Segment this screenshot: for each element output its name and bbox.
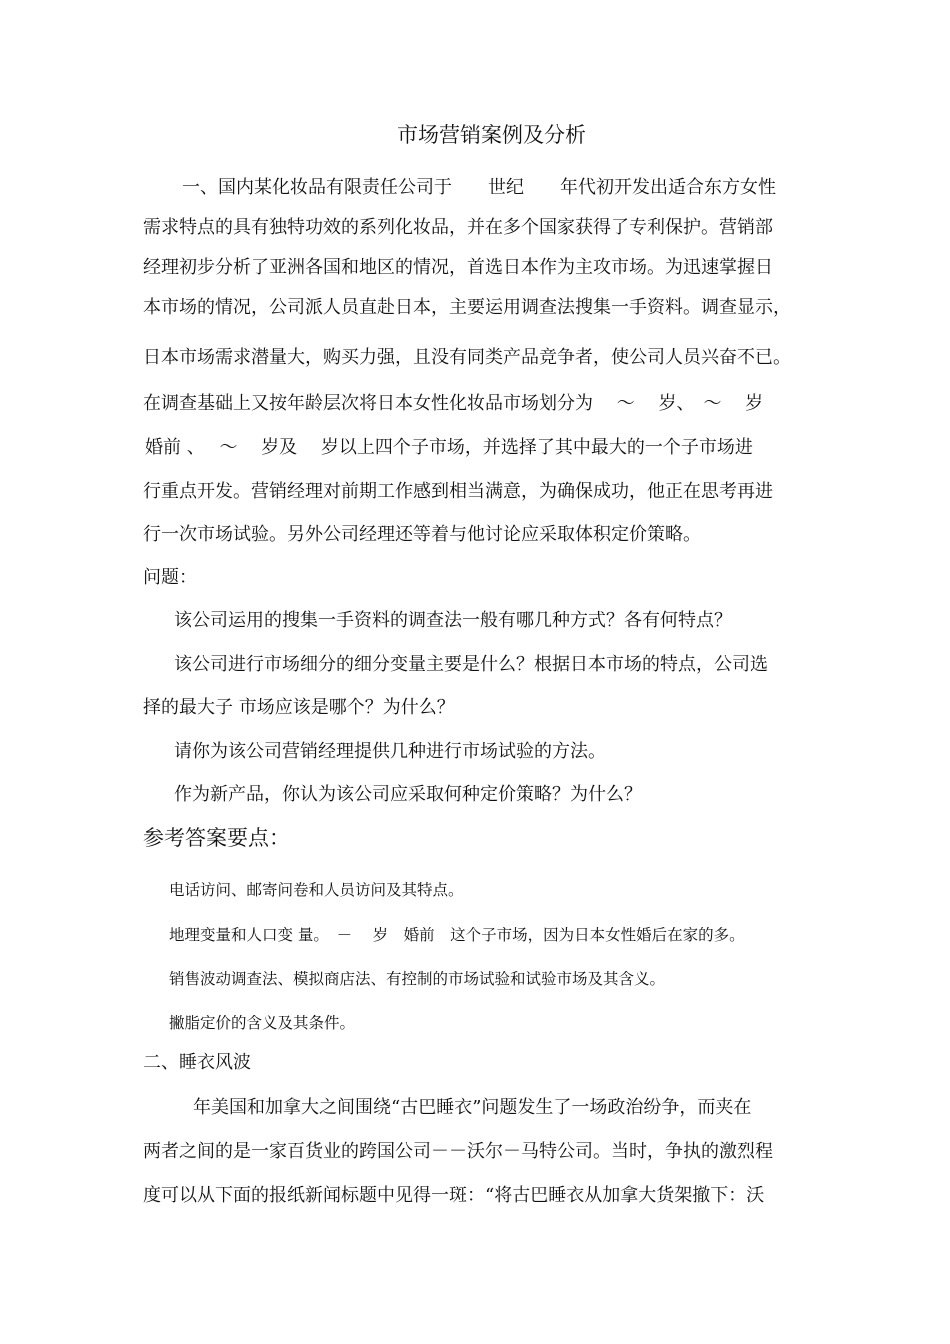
case2-line: 年美国和加拿大之间围绕“古巴睡衣”问题发生了一场政治纷争，而夹在 — [193, 1097, 752, 1118]
case1-line: 经理初步分析了亚洲各国和地区的情况，首选日本作为主攻市场。为迅速掌握日 — [143, 257, 773, 278]
case1-line: 在调查基础上又按年龄层次将日本女性化妆品市场划分为 ～ 岁、 ～ 岁 — [143, 393, 764, 414]
case2-heading: 二、睡衣风波 — [143, 1052, 251, 1073]
case1-line: 一、国内某化妆品有限责任公司于 世纪 年代初开发出适合东方女性 — [182, 177, 776, 198]
case1-line: 需求特点的具有独特功效的系列化妆品，并在多个国家获得了专利保护。营销部 — [143, 217, 773, 238]
case2-line: 两者之间的是一家百货业的跨国公司－－沃尔－马特公司。当时，争执的激烈程 — [143, 1141, 773, 1162]
questions-label: 问题： — [143, 567, 197, 588]
answer-item: 电话访问、邮寄问卷和人员访问及其特点。 — [169, 881, 464, 899]
case1-line: 日本市场需求潜量大，购买力强，且没有同类产品竞争者，使公司人员兴奋不已。 — [143, 347, 791, 368]
question-item: 作为新产品，你认为该公司应采取何种定价策略？为什么？ — [174, 784, 642, 805]
answer-item: 撇脂定价的含义及其条件。 — [169, 1014, 356, 1032]
case1-line: 本市场的情况，公司派人员直赴日本，主要运用调查法搜集一手资料。调查显示， — [143, 297, 791, 318]
answer-item: 销售波动调查法、模拟商店法、有控制的市场试验和试验市场及其含义。 — [169, 970, 666, 988]
answer-item: 地理变量和人口变 量。 － 岁 婚前 这个子市场，因为日本女性婚后在家的多。 — [169, 926, 745, 944]
page-title: 市场营销案例及分析 — [397, 123, 586, 147]
question-item: 该公司运用的搜集一手资料的调查法一般有哪几种方式？各有何特点？ — [174, 610, 732, 631]
question-item: 择的最大子 市场应该是哪个？为什么？ — [143, 697, 455, 718]
case1-line: 行一次市场试验。另外公司经理还等着与他讨论应采取体积定价策略。 — [143, 524, 701, 545]
case1-line: 婚前 、 ～ 岁及 岁以上四个子市场，并选择了其中最大的一个子市场进 — [145, 437, 753, 458]
case1-line: 行重点开发。营销经理对前期工作感到相当满意，为确保成功，他正在思考再进 — [143, 481, 773, 502]
case2-line: 度可以从下面的报纸新闻标题中见得一斑：“将古巴睡衣从加拿大货架撤下：沃 — [143, 1185, 765, 1206]
question-item: 该公司进行市场细分的细分变量主要是什么？根据日本市场的特点，公司选 — [174, 654, 768, 675]
answers-heading: 参考答案要点： — [143, 826, 290, 850]
question-item: 请你为该公司营销经理提供几种进行市场试验的方法。 — [174, 741, 606, 762]
